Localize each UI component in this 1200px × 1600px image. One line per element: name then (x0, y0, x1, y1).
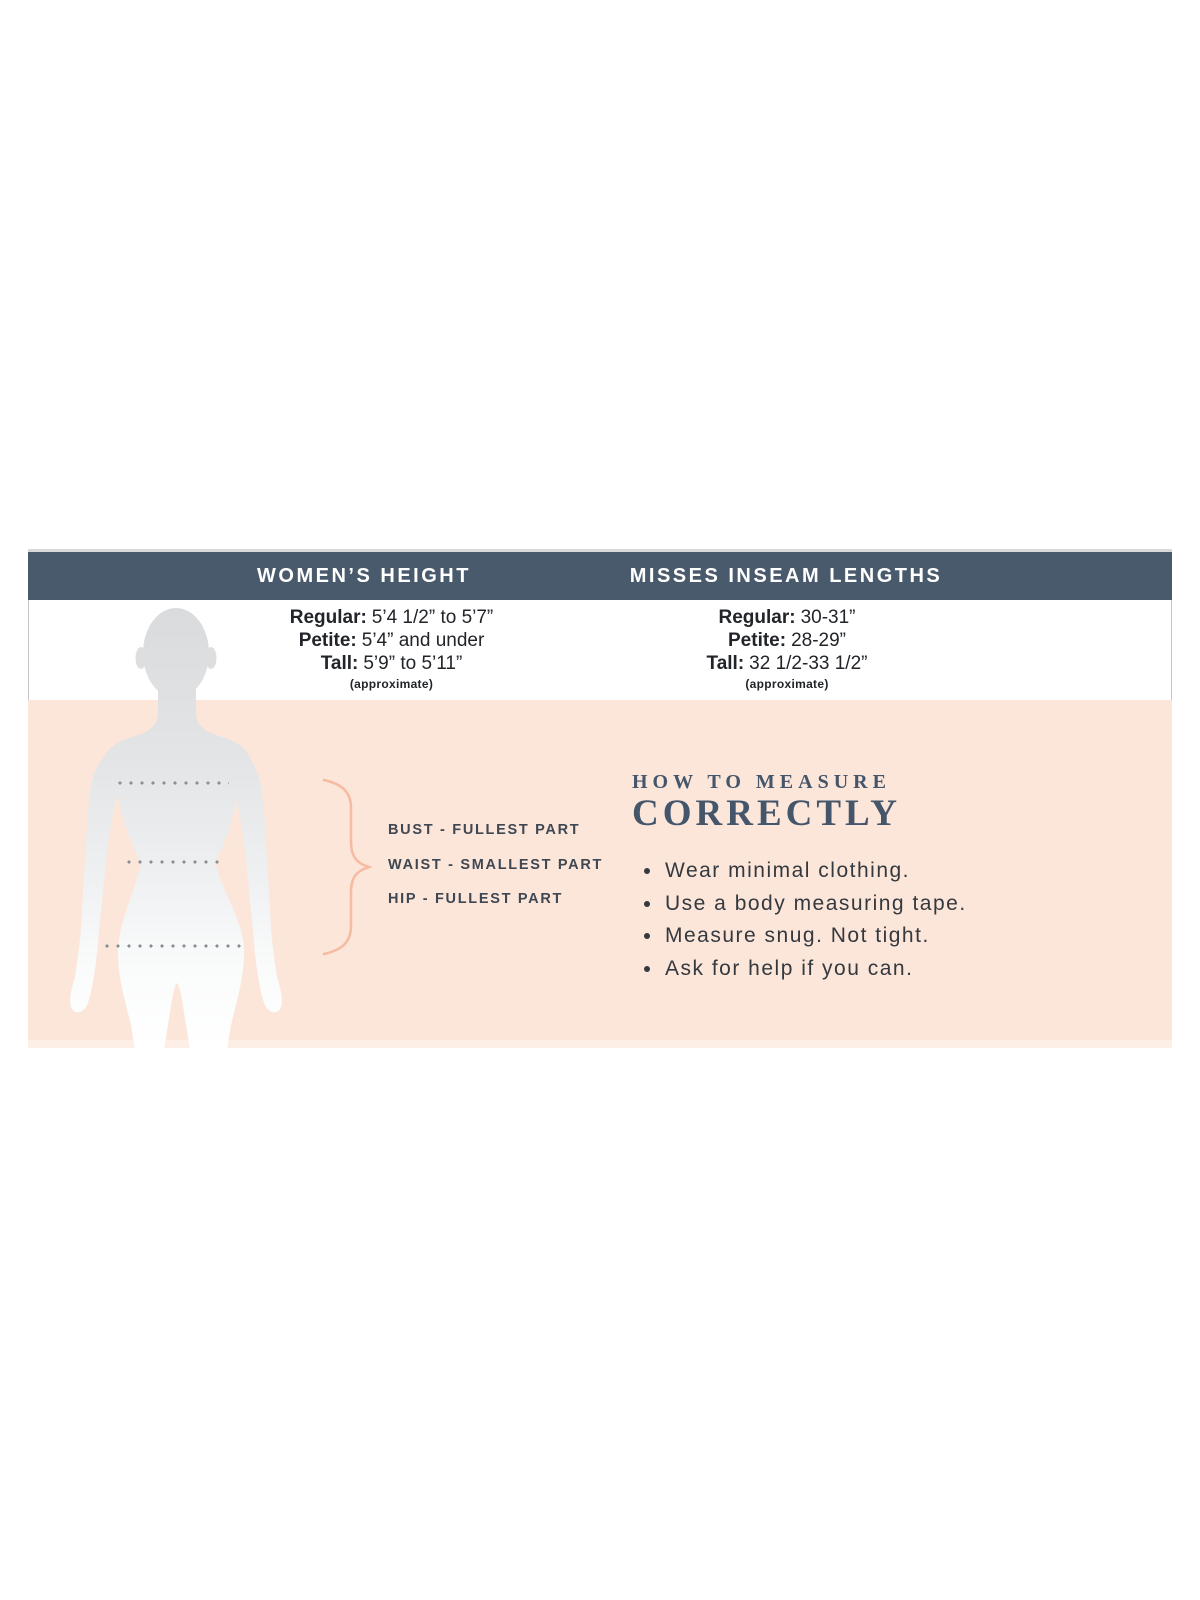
height-petite-value: 5’4” and under (361, 630, 485, 651)
height-tall-value: 5’9” to 5’11” (363, 653, 463, 674)
tip-wear-minimal-clothing: Wear minimal clothing. (640, 855, 967, 888)
inseam-tall-value: 32 1/2-33 1/2” (749, 653, 868, 674)
measuring-tips-list (640, 855, 967, 985)
inseam-row-petite (559, 629, 1015, 652)
tip-ask-for-help: Ask for help if you can. (640, 953, 967, 986)
inseam-petite-value: 28-29” (791, 630, 846, 651)
height-petite-label: Petite: (298, 630, 357, 651)
tip-measure-snug: Measure snug. Not tight. (640, 920, 967, 953)
correctly-title: CORRECTLY (632, 793, 902, 834)
height-regular-label: Regular: (289, 607, 367, 628)
bust-measure-label: BUST - FULLEST PART (388, 822, 581, 838)
curly-brace-icon (312, 772, 372, 962)
tip-use-measuring-tape: Use a body measuring tape. (640, 888, 967, 921)
height-tall-label: Tall: (320, 653, 359, 674)
inseam-petite-label: Petite: (728, 630, 787, 651)
column-header-misses-inseam: MISSES INSEAM LENGTHS (629, 565, 943, 587)
how-to-measure-title: HOW TO MEASURE (632, 771, 891, 793)
how-to-measure-heading (632, 770, 901, 834)
inseam-regular-label: Regular: (718, 607, 796, 628)
waist-measure-label: WAIST - SMALLEST PART (388, 857, 604, 873)
bust-dotted-line (115, 781, 229, 785)
inseam-approximate-note: (approximate) (745, 677, 829, 691)
inseam-row-regular (559, 606, 1015, 629)
woman-silhouette-icon (40, 595, 340, 1050)
inseam-tall-label: Tall: (706, 653, 745, 674)
waist-dotted-line (124, 860, 223, 864)
inseam-length-values (559, 606, 1015, 692)
hip-dotted-line (102, 944, 243, 948)
table-header-bar (28, 552, 1172, 600)
column-header-womens-height: WOMEN’S HEIGHT (257, 565, 471, 587)
hip-measure-label: HIP - FULLEST PART (388, 891, 564, 907)
height-approximate-note: (approximate) (349, 677, 434, 691)
height-regular-value: 5’4 1/2” to 5’7” (371, 607, 494, 628)
inseam-regular-value: 30-31” (800, 607, 856, 628)
inseam-row-tall (559, 652, 1015, 675)
